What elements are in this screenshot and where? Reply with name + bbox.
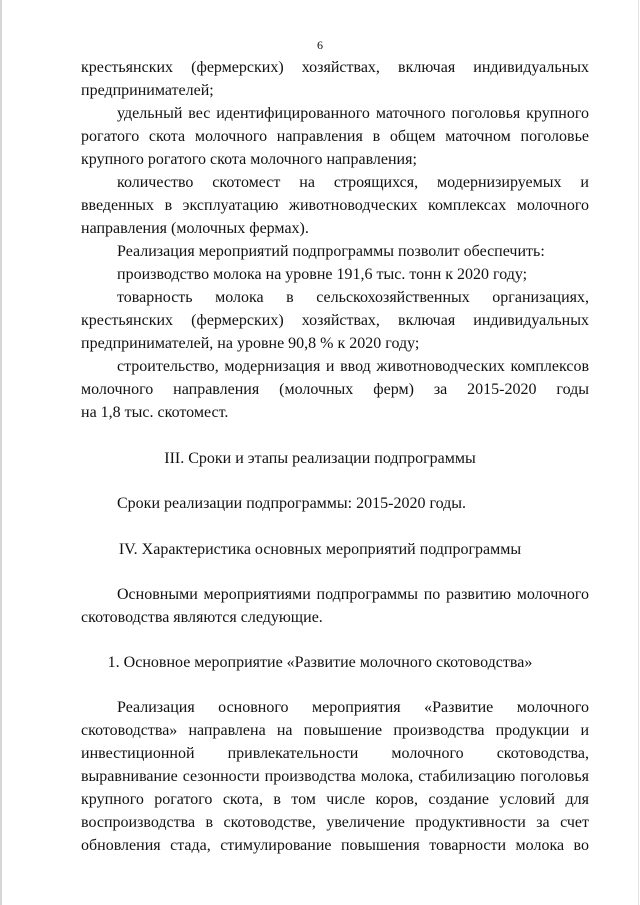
subsection-heading: 1. Основное мероприятие «Развитие молочного скотоводства» [107,654,533,671]
text-line: Реализация основного мероприятия «Развитие молочного [117,699,589,716]
text-line: рогатого скота молочного направления в общем маточном поголовье [81,128,589,145]
text-line: Реализация мероприятий подпрограммы позволит обеспечить: [117,243,545,260]
text-line: скотоводства» направлена на повышение производства продукции и [81,722,589,739]
text-line: крестьянских (фермерских) хозяйствах, включая индивидуальных [81,312,589,329]
text-line: направления (молочных фермах). [81,220,309,237]
text-line: молочного направления (молочных ферм) за 2015-2020 годы [81,381,589,398]
text-line: обновления стада, стимулирование повышения товарности молока во [81,837,589,854]
text-line: воспроизводства в скотоводстве, увеличение продуктивности за счет [81,814,589,831]
text-line: выравнивание сезонности производства молока, стабилизацию поголовья [81,768,589,785]
text-line: предпринимателей, на уровне 90,8 % к 2020 году; [81,335,420,352]
section-heading: IV. Характеристика основных мероприятий подпрограммы [118,541,522,558]
page-number: 6 [317,38,323,52]
text-line: крупного рогатого скота молочного направления; [81,151,417,168]
text-line: крупного рогатого скота, в том числе коров, создание условий для [81,791,589,808]
text-line: инвестиционной привлекательности молочного скотоводства, [81,745,589,762]
text-line: производство молока на уровне 191,6 тыс. тонн к 2020 году; [117,266,528,283]
text-line: введенных в эксплуатацию животноводческих комплексах молочного [81,197,589,214]
text-line: товарность молока в сельскохозяйственных организациях, [117,289,589,306]
text-line: крестьянских (фермерских) хозяйствах, включая индивидуальных [81,59,589,76]
text-line: строительство, модернизация и ввод животноводческих комплексов [117,358,589,375]
text-line: Основными мероприятиями подпрограммы по развитию молочного [117,586,589,603]
text-line: удельный вес идентифицированного маточного поголовья крупного [117,105,589,122]
text-line: Сроки реализации подпрограммы: 2015-2020 годы. [117,495,467,512]
text-line: предпринимателей; [81,82,214,99]
section-heading: III. Сроки и этапы реализации подпрограммы [164,450,476,467]
text-line: скотоводства являются следующие. [81,609,323,626]
text-line: на 1,8 тыс. скотомест. [81,404,229,421]
text-line: количество скотомест на строящихся, модернизируемых и [117,174,589,191]
